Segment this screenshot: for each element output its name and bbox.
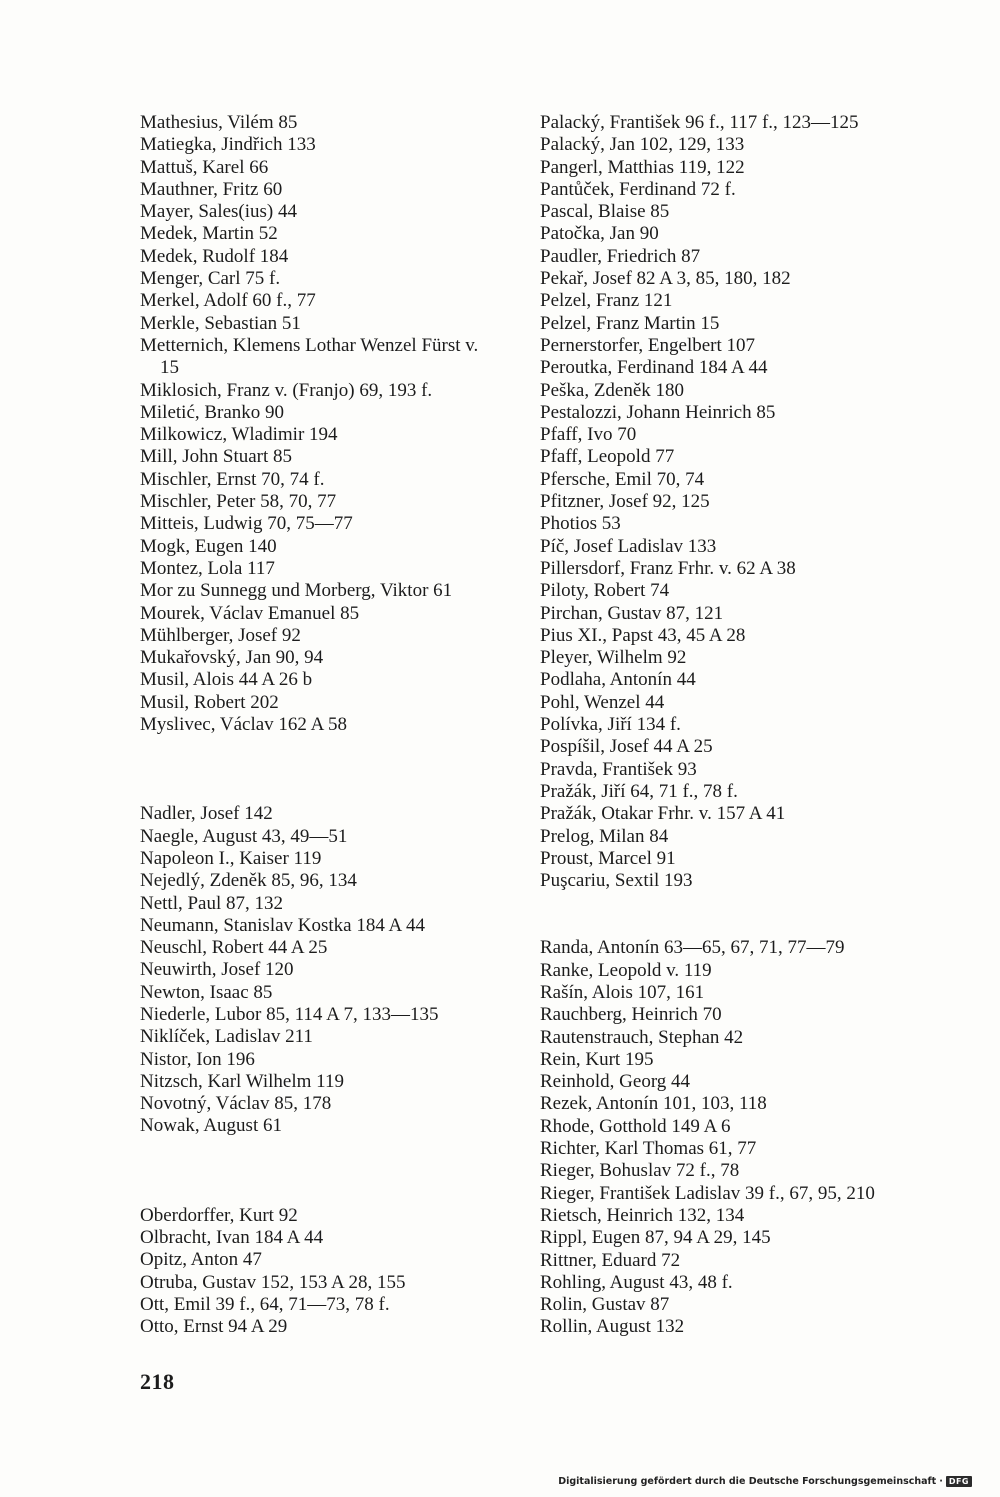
index-entry: Pirchan, Gustav 87, 121 xyxy=(540,602,724,624)
index-entry: Nistor, Ion 196 xyxy=(140,1048,255,1070)
index-entry: Patočka, Jan 90 xyxy=(540,223,659,245)
index-entry: Nettl, Paul 87, 132 xyxy=(140,892,284,914)
index-entry: Rezek, Antonín 101, 103, 118 xyxy=(540,1093,767,1115)
index-entry: Pospíšil, Josef 44 A 25 xyxy=(540,736,713,758)
index-entry: Pleyer, Wilhelm 92 xyxy=(540,647,687,669)
index-entry: Pfaff, Ivo 70 xyxy=(540,424,637,446)
index-entry: Píč, Josef Ladislav 133 xyxy=(540,535,717,557)
section-gap xyxy=(140,1138,520,1205)
footer-separator: · xyxy=(939,1476,943,1487)
index-entry: Nowak, August 61 xyxy=(140,1115,282,1137)
index-entry: Mourek, Václav Emanuel 85 xyxy=(140,602,360,624)
index-entry: Menger, Carl 75 f. xyxy=(140,268,281,290)
index-entry: Pillersdorf, Franz Frhr. v. 62 A 38 xyxy=(540,557,796,579)
index-entry: Niklíček, Ladislav 211 xyxy=(140,1026,313,1048)
index-entry: Mill, John Stuart 85 xyxy=(140,446,293,468)
index-entry: Nitzsch, Karl Wilhelm 119 xyxy=(140,1070,344,1092)
index-entry: Montez, Lola 117 xyxy=(140,557,275,579)
index-entry: Rippl, Eugen 87, 94 A 29, 145 xyxy=(540,1227,771,1249)
index-entry: Pascal, Blaise 85 xyxy=(540,201,670,223)
index-entry: Pfaff, Leopold 77 xyxy=(540,446,675,468)
index-entry: Mühlberger, Josef 92 xyxy=(140,624,301,646)
index-entry: Neuwirth, Josef 120 xyxy=(140,959,294,981)
index-entry: Photios 53 xyxy=(540,513,621,535)
index-entry: Mauthner, Fritz 60 xyxy=(140,178,283,200)
footer-text: Digitalisierung gefördert durch die Deutsche Forschungsgemeinschaft xyxy=(558,1476,937,1487)
index-entry: Rieger, František Ladislav 39 f., 67, 95, 210 xyxy=(540,1182,875,1204)
index-entry: Rietsch, Heinrich 132, 134 xyxy=(540,1204,745,1226)
index-entry: Neuschl, Robert 44 A 25 xyxy=(140,937,328,959)
index-entry: Mattuš, Karel 66 xyxy=(140,156,269,178)
section-gap xyxy=(140,736,520,803)
index-entry: Nadler, Josef 142 xyxy=(140,803,273,825)
index-entry: Puşcariu, Sextil 193 xyxy=(540,870,693,892)
index-entry: Podlaha, Antonín 44 xyxy=(540,669,696,691)
index-entry: Peroutka, Ferdinand 184 A 44 xyxy=(540,357,768,379)
index-entry: Mitteis, Ludwig 70, 75—77 xyxy=(140,513,353,535)
index-column-right xyxy=(540,112,960,1339)
index-entry: Medek, Rudolf 184 xyxy=(140,245,289,267)
index-entry: Palacký, Jan 102, 129, 133 xyxy=(540,134,745,156)
index-entry: Myslivec, Václav 162 A 58 xyxy=(140,714,348,736)
index-entry: Pekař, Josef 82 A 3, 85, 180, 182 xyxy=(540,268,791,290)
index-entry: Pelzel, Franz Martin 15 xyxy=(540,312,720,334)
index-entry: Newton, Isaac 85 xyxy=(140,981,273,1003)
index-entry: Pohl, Wenzel 44 xyxy=(540,691,665,713)
index-entry: Miklosich, Franz v. (Franjo) 69, 193 f. xyxy=(140,379,433,401)
index-entry: Miletić, Branko 90 xyxy=(140,401,285,423)
index-entry: Otruba, Gustav 152, 153 A 28, 155 xyxy=(140,1271,406,1293)
index-entry: Rautenstrauch, Stephan 42 xyxy=(540,1026,744,1048)
index-entry: Mischler, Peter 58, 70, 77 xyxy=(140,491,337,513)
index-entry: Pestalozzi, Johann Heinrich 85 xyxy=(540,401,776,423)
index-entry: Ranke, Leopold v. 119 xyxy=(540,959,712,981)
page-number: 218 xyxy=(140,1369,175,1394)
index-entry: Rein, Kurt 195 xyxy=(540,1048,654,1070)
index-entry: Palacký, František 96 f., 117 f., 123—125 xyxy=(540,112,859,133)
index-entry: Rašín, Alois 107, 161 xyxy=(540,981,705,1003)
index-entry: Pantůček, Ferdinand 72 f. xyxy=(540,178,736,200)
index-entry: Musil, Robert 202 xyxy=(140,691,279,713)
index-entry: Nejedlý, Zdeněk 85, 96, 134 xyxy=(140,870,357,892)
index-entry: Rollin, August 132 xyxy=(540,1316,685,1338)
index-column-left xyxy=(140,112,520,1339)
index-entry: Pius XI., Papst 43, 45 A 28 xyxy=(540,624,746,646)
index-entry: Reinhold, Georg 44 xyxy=(540,1071,691,1093)
index-entry: Metternich, Klemens Lothar Wenzel Fürst v. xyxy=(140,334,479,356)
digitization-footer xyxy=(558,1476,972,1487)
index-entry: Pangerl, Matthias 119, 122 xyxy=(540,156,745,178)
index-entry: Naegle, August 43, 49—51 xyxy=(140,825,348,847)
index-entry: Merkle, Sebastian 51 xyxy=(140,312,301,334)
index-entry: Rhode, Gotthold 149 A 6 xyxy=(540,1115,731,1137)
index-entry: Oberdorffer, Kurt 92 xyxy=(140,1204,298,1226)
index-entry: Merkel, Adolf 60 f., 77 xyxy=(140,290,316,312)
index-entry: Richter, Karl Thomas 61, 77 xyxy=(540,1138,757,1160)
index-entry: Niederle, Lubor 85, 114 A 7, 133—135 xyxy=(140,1003,439,1025)
index-entry: Mayer, Sales(ius) 44 xyxy=(140,201,298,223)
index-entry: Pfersche, Emil 70, 74 xyxy=(540,468,705,490)
index-entry: Mor zu Sunnegg und Morberg, Viktor 61 xyxy=(140,580,453,602)
index-entry: Rauchberg, Heinrich 70 xyxy=(540,1004,722,1026)
index-entry: Mukařovský, Jan 90, 94 xyxy=(140,647,324,669)
index-entry: Rohling, August 43, 48 f. xyxy=(540,1271,733,1293)
index-entry: Ott, Emil 39 f., 64, 71—73, 78 f. xyxy=(140,1293,390,1315)
index-entry: Pfitzner, Josef 92, 125 xyxy=(540,491,710,513)
index-entry: Neumann, Stanislav Kostka 184 A 44 xyxy=(140,914,425,936)
index-entry: Opitz, Anton 47 xyxy=(140,1249,262,1271)
index-entry: Randa, Antonín 63—65, 67, 71, 77—79 xyxy=(540,937,845,959)
index-entry: Proust, Marcel 91 xyxy=(540,847,676,869)
index-entry: Olbracht, Ivan 184 A 44 xyxy=(140,1227,324,1249)
index-entry: Novotný, Václav 85, 178 xyxy=(140,1093,332,1115)
index-entry: Rittner, Eduard 72 xyxy=(540,1249,681,1271)
index-entry: Pravda, František 93 xyxy=(540,758,697,780)
index-entry: Medek, Martin 52 xyxy=(140,223,278,245)
section-gap xyxy=(540,892,960,937)
index-entry: Peška, Zdeněk 180 xyxy=(540,379,685,401)
index-entry: Pernerstorfer, Engelbert 107 xyxy=(540,334,756,356)
index-entry: Mischler, Ernst 70, 74 f. xyxy=(140,468,325,490)
index-entry: Mathesius, Vilém 85 xyxy=(140,112,298,133)
index-entry: Milkowicz, Wladimir 194 xyxy=(140,424,338,446)
index-entry-continuation xyxy=(140,357,520,379)
index-entry: Rolin, Gustav 87 xyxy=(540,1294,670,1316)
index-entry: Mogk, Eugen 140 xyxy=(140,535,277,557)
index-entry: Pražák, Jiří 64, 71 f., 78 f. xyxy=(540,780,738,802)
dfg-logo: DFG xyxy=(946,1476,972,1487)
index-entry: Pražák, Otakar Frhr. v. 157 A 41 xyxy=(540,803,786,825)
index-entry: Otto, Ernst 94 A 29 xyxy=(140,1316,288,1338)
index-entry: Prelog, Milan 84 xyxy=(540,825,669,847)
index-entry: Napoleon I., Kaiser 119 xyxy=(140,847,322,869)
index-entry: Paudler, Friedrich 87 xyxy=(540,245,701,267)
index-entry: Musil, Alois 44 A 26 b xyxy=(140,669,313,691)
index-entry: Rieger, Bohuslav 72 f., 78 xyxy=(540,1160,740,1182)
index-entry: Matiegka, Jindřich 133 xyxy=(140,134,316,156)
index-entry: Polívka, Jiří 134 f. xyxy=(540,714,681,736)
continuation-text: 15 xyxy=(160,357,179,379)
index-entry: Piloty, Robert 74 xyxy=(540,580,670,602)
index-entry: Pelzel, Franz 121 xyxy=(540,290,673,312)
